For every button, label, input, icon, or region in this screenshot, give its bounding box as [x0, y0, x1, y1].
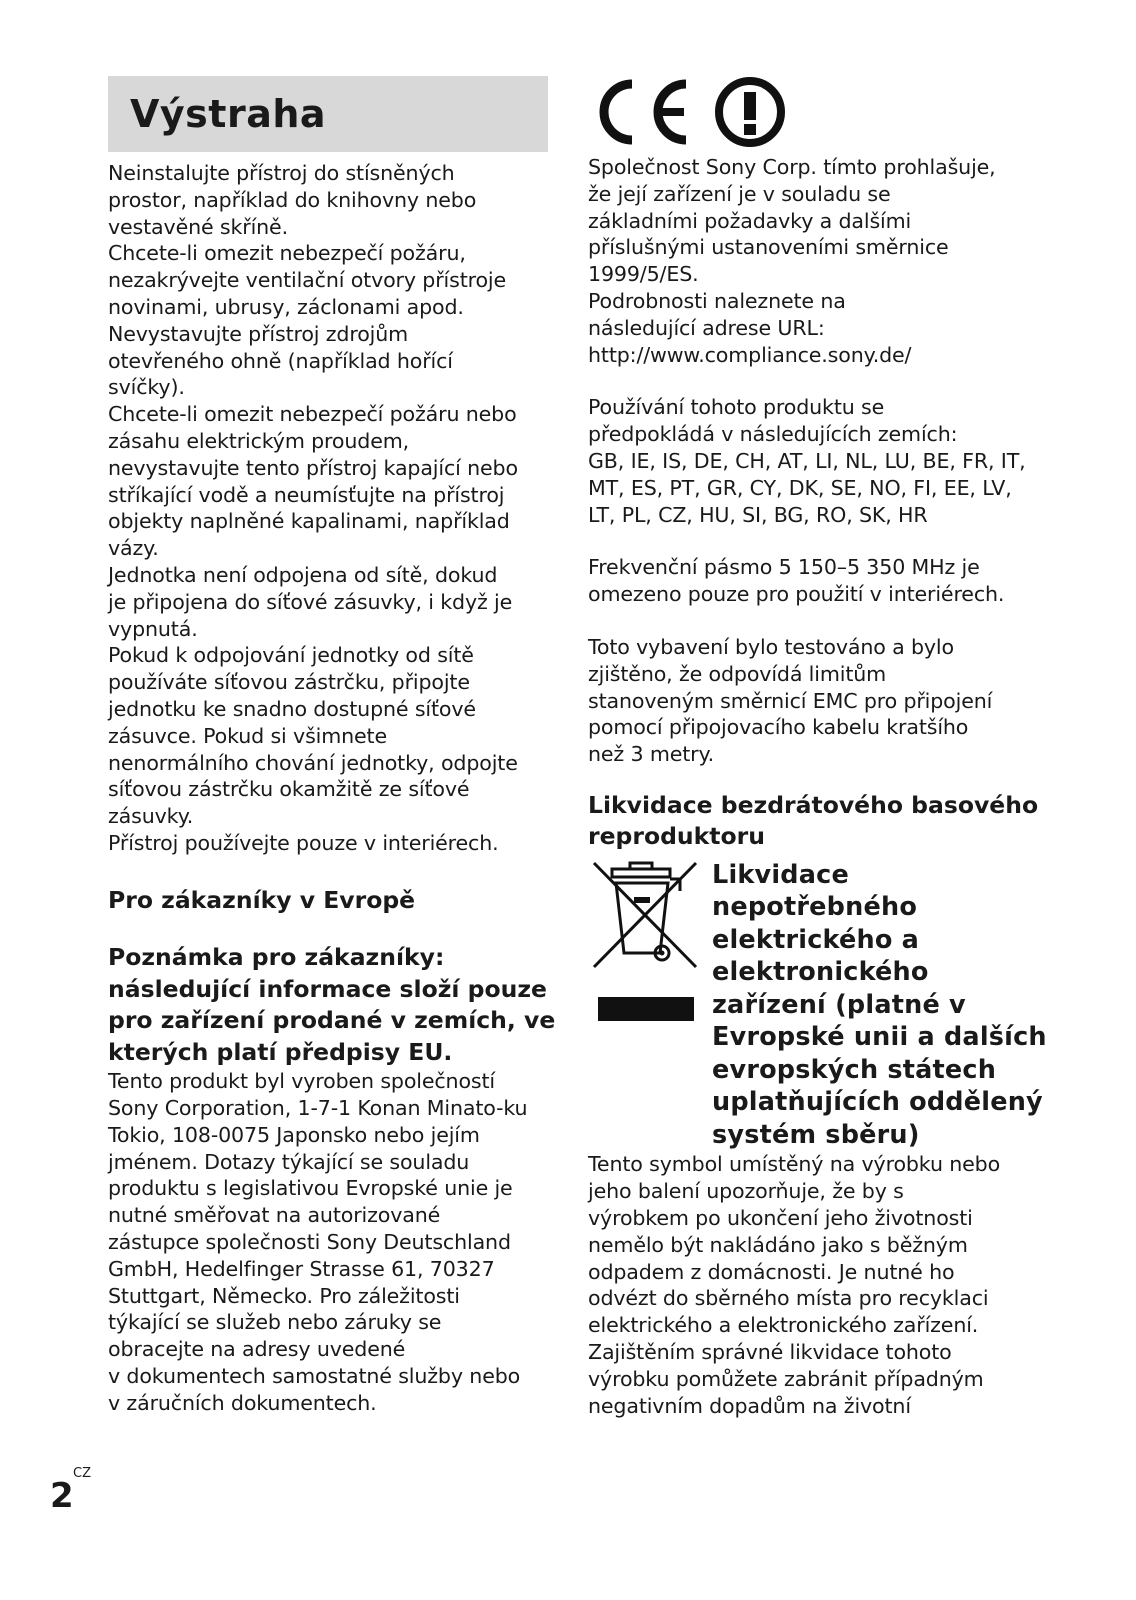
- countries-text: Používání tohoto produktu se předpokládá v následujících zemích: GB, IE, IS, DE, CH, AT, LI, NL, LU, BE, FR, IT, MT, ES, PT, GR, CY, DK, SE, NO, FI, EE, LV, LT, PL, CZ, HU, SI, BG, RO, SK, HR: [588, 395, 1026, 527]
- left-column: [108, 76, 558, 1417]
- note-text: Tento produkt byl vyroben společností Sony Corporation, 1-7-1 Konan Minato-ku Tokio, 108-0075 Japonsko nebo jejím jménem. Dotazy týkající se souladu produktu s legislativou Evropské unie je nutné směřovat na autorizované zástupce společnosti Sony Deutschland GmbH, Hedelfinger Strasse 61, 70327 Stuttgart, Německo. Pro záležitosti týkající se služeb nebo záruky se obracejte na adresy uvedené v dokumentech samostatné služby nebo v záručních dokumentech.: [108, 1069, 528, 1415]
- language-code: CZ: [73, 1466, 91, 1481]
- crossed-bin-icon: [588, 859, 704, 1031]
- weee-heading: Likvidace nepotřebného elektrického a elektronického zařízení (platné v Evropské unii a dalších evropských státech uplatňujících oddělený systém sběru): [712, 859, 1047, 1150]
- page-number: 2: [50, 1476, 74, 1516]
- compliance-logos: [588, 76, 1048, 154]
- warning-text: Neinstalujte přístroj do stísněných prostor, například do knihovny nebo vestavěné skříně. Chcete-li omezit nebezpečí požáru, nezakrývejte ventilační otvory přístroje novinami, ubrusy, záclonami apod. Nevystavujte přístroj zdrojům otevřeného ohně (například hořící svíčky). Chcete-li omezit nebezpečí požáru nebo zásahu elektrickým proudem, nevystavujte tento přístroj kapající nebo stříkající vodě a neumísťujte na přístroj objekty naplněné kapalinami, například vázy. Jednotka není odpojena od sítě, dokud je připojena do síťové zásuvky, i když je vypnutá. Pokud k odpojování jednotky od sítě používáte síťovou zástrčku, připojte jednotku ke snadno dostupné síťové zásuvce. Pokud si všimnete nenormálního chování jednotky, odpojte síťovou zástrčku okamžitě ze síťové zásuvky. Přístroj používejte pouze v interiérech.: [108, 161, 518, 855]
- declaration-text: Společnost Sony Corp. tímto prohlašuje, že její zařízení je v souladu se základními požadavky a dalšími příslušnými ustanoveními směrnice 1999/5/ES. Podrobnosti naleznete na následující adrese URL: http://www.compliance.sony.de/: [588, 155, 996, 367]
- frequency-text: Frekvenční pásmo 5 150–5 350 MHz je omezeno pouze pro použití v interiérech.: [588, 555, 1005, 607]
- weee-section: [588, 859, 1048, 1152]
- note-heading: Poznámka pro zákazníky: následující informace složí pouze pro zařízení prodané v zemích, ve kterých platí předpisy EU.: [108, 943, 556, 1066]
- ce-mark-icon: [588, 76, 698, 148]
- weee-symbol: [588, 859, 712, 1152]
- page-title: Výstraha: [130, 92, 327, 136]
- disposal-heading: Likvidace bezdrátového basového reproduktoru: [588, 790, 1039, 851]
- title-banner: [108, 76, 548, 152]
- europe-heading: Pro zákazníky v Evropě: [108, 885, 416, 914]
- alert-class-2-icon: [712, 76, 792, 150]
- right-column: [588, 76, 1048, 1419]
- weee-text: Tento symbol umístěný na výrobku nebo jeho balení upozorňuje, že by s výrobkem po ukončení jeho životnosti nemělo být nakládáno jako s běžným odpadem z domácnosti. Je nutné ho odvézt do sběrného místa pro recyklaci elektrického a elektronického zařízení. Zajištěním správné likvidace tohoto výrobku pomůžete zabránit případným negativním dopadům na životní: [588, 1152, 1001, 1418]
- emc-text: Toto vybavení bylo testováno a bylo zjištěno, že odpovídá limitům stanoveným směrnicí EMC pro připojení pomocí připojovacího kabelu kratšího než 3 metry.: [588, 634, 993, 767]
